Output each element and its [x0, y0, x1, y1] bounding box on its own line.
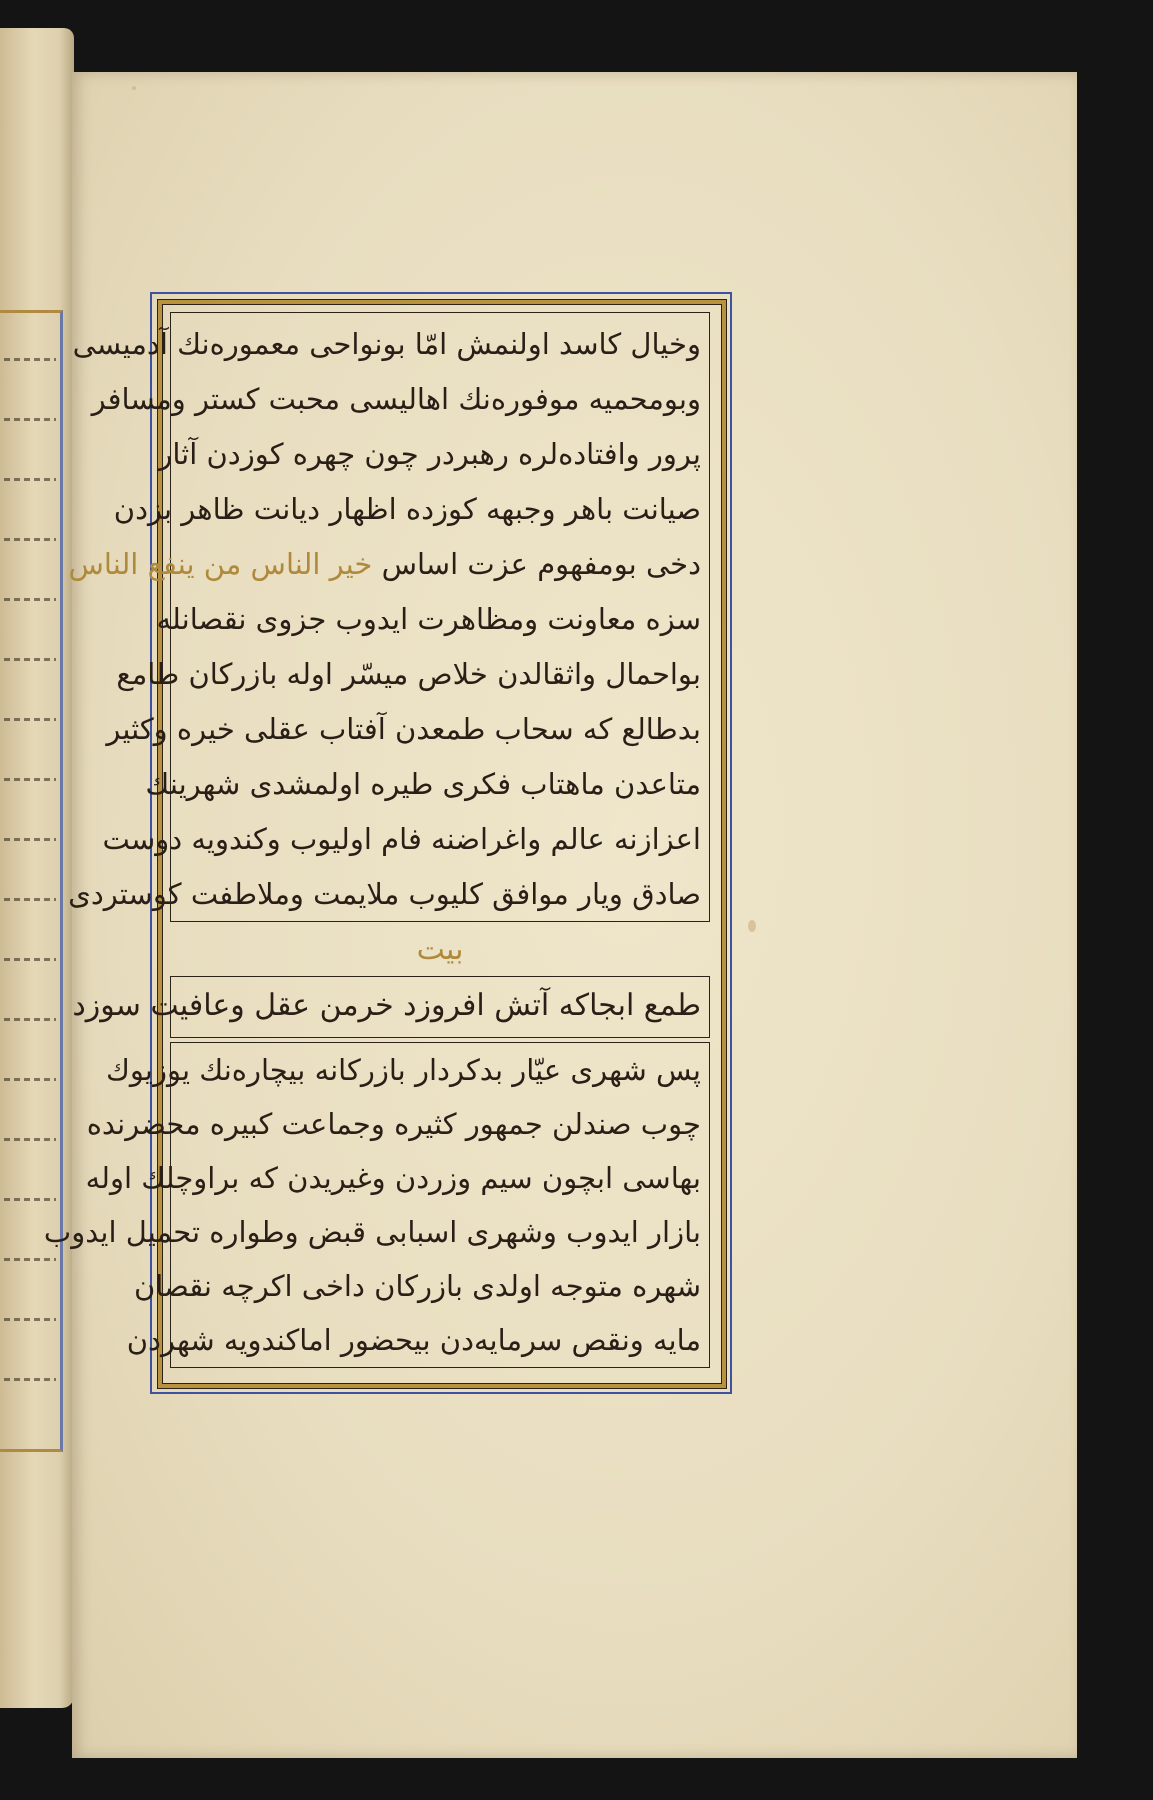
- text-line: پس شهری عیّار بدکردار بازرکانه بیچارەنك یوزیوك: [106, 1053, 701, 1087]
- text-line: مایه ونقص سرمایەدن بیحضور اماکندویه شهردن: [126, 1323, 701, 1357]
- text-line: بهاسی ابچون سیم وزردن وغیریدن که براوچلك اوله: [85, 1161, 701, 1195]
- previous-folio-text-line: [4, 898, 56, 901]
- gold-rubric-phrase: خیر الناس من ینفع الناس: [68, 547, 373, 581]
- text-line: بدطالع که سحاب طمعدن آفتاب عقلی خیره وکثیر: [106, 712, 701, 746]
- text-segment: دخی بومفهوم عزت اساس: [381, 547, 701, 581]
- paper-stain: [132, 86, 136, 90]
- previous-folio-text-line: [4, 478, 56, 481]
- text-line: بواحمال واثقالدن خلاص میسّر اوله بازرکان طامع: [116, 657, 701, 691]
- previous-folio-frame: [0, 310, 63, 1452]
- text-line: صیانت باهر وجبهه کوزده اظهار دیانت ظاهر بزدن: [113, 492, 701, 526]
- previous-folio-text-line: [4, 658, 56, 661]
- previous-folio-text-line: [4, 1198, 56, 1201]
- text-line: سزە معاونت ومظاهرت ایدوب جزوی نقصانله: [156, 602, 701, 636]
- previous-folio-text-line: [4, 538, 56, 541]
- verse-heading: بیت: [416, 932, 464, 967]
- text-line: چوب صندلن جمهور کثیره وجماعت کبیره محضرنده: [86, 1107, 701, 1141]
- prose-block-lower: [43, 1042, 710, 1368]
- text-line: شهره متوجه اولدی بازرکان داخی اکرچه نقصان: [133, 1269, 701, 1303]
- previous-folio-text-line: [4, 1018, 56, 1021]
- prose-block-upper: [68, 312, 710, 922]
- previous-folio-text-line: [4, 718, 56, 721]
- previous-folio-text-line: [4, 1318, 56, 1321]
- previous-folio-text-line: [4, 958, 56, 961]
- previous-folio-edge: [0, 28, 74, 1708]
- text-line-with-gold-phrase: [68, 537, 709, 592]
- previous-folio-text-line: [4, 1378, 56, 1381]
- previous-folio-text-line: [4, 1078, 56, 1081]
- previous-folio-text-line: [4, 598, 56, 601]
- previous-folio-text-line: [4, 778, 56, 781]
- text-line: بازار ایدوب وشهری اسبابی قبض وطواره تحمیل ایدوب: [43, 1215, 701, 1249]
- text-line: اعزازنه عالم واغراضنه فام اولیوب وکندویه دوست: [102, 822, 701, 856]
- text-line: صادق ویار موافق کلیوب ملایمت وملاطفت کوستردی: [68, 877, 701, 911]
- previous-folio-text-line: [4, 418, 56, 421]
- text-line: وبومحمیه موفورەنك اهالیسی محبت کستر ومسافر: [91, 382, 701, 416]
- text-line: متاعدن ماهتاب فکری طیره اولمشدی شهرینك: [145, 767, 701, 801]
- previous-folio-text-line: [4, 1138, 56, 1141]
- previous-folio-text-line: [4, 838, 56, 841]
- verse-couplet-block: [72, 976, 710, 1038]
- paper-stain: [748, 920, 756, 932]
- couplet-line: طمع ابجاکه آتش افروزد خرمن عقل وعافیت سوزد: [72, 988, 701, 1023]
- text-line: وخیال کاسد اولنمش امّا بونواحی معمورەنك آدمیسی: [72, 327, 701, 361]
- previous-folio-text-line: [4, 358, 56, 361]
- text-line: پرور وافتادەلرە رهبردر چون چهرە کوزدن آثار: [158, 437, 701, 471]
